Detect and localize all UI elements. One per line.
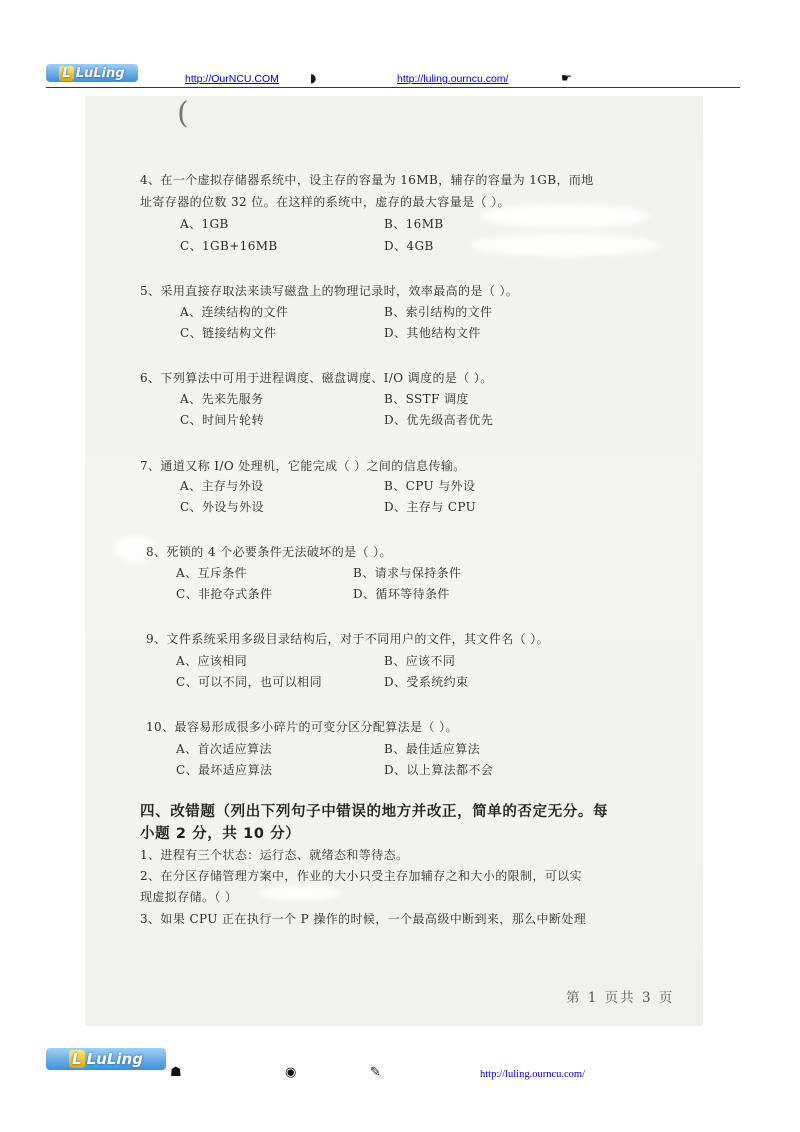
option-8d: D、循环等待条件 [353, 587, 450, 601]
section-4-title-line2: 小题 2 分，共 10 分） [140, 826, 301, 842]
option-10d: D、以上算法都不会 [384, 763, 494, 777]
luling-logo[interactable]: L LuLing [46, 64, 138, 82]
luling-link[interactable]: http://luling.ourncu.com/ [397, 73, 509, 85]
option-10a: A、首次适应算法 [176, 742, 272, 756]
question-7-stem: 7、通道又称 I/O 处理机，它能完成（ ）之间的信息传输。 [140, 459, 466, 473]
section-4-item-2-line1: 2、在分区存储管理方案中，作业的大小只受主存加辅存之和大小的限制，可以实 [140, 869, 583, 883]
option-7d: D、主存与 CPU [384, 500, 477, 514]
scanned-exam-page [85, 96, 703, 1026]
option-5c: C、链接结构文件 [180, 326, 277, 340]
footer-logo-text: LuLing [86, 1050, 143, 1068]
question-10-stem: 10、最容易形成很多小碎片的可变分区分配算法是（ ）。 [146, 720, 458, 734]
question-5-stem: 5、采用直接存取法来读写磁盘上的物理记录时，效率最高的是（ ）。 [140, 284, 519, 298]
hand-icon: ☛ [561, 71, 572, 85]
option-7c: C、外设与外设 [180, 500, 264, 514]
option-6a: A、先来先服务 [180, 392, 264, 406]
option-10c: C、最坏适应算法 [176, 763, 273, 777]
option-9c: C、可以不同，也可以相同 [176, 675, 322, 689]
option-6b: B、SSTF 调度 [384, 392, 469, 406]
option-6c: C、时间片轮转 [180, 413, 264, 427]
luling-footer-logo[interactable]: L LuLing [46, 1048, 166, 1070]
option-4c: C、1GB+16MB [180, 239, 278, 253]
section-4-item-2-line2: 现虚拟存储。（ ） [140, 890, 238, 904]
pen-icon: ◗ [310, 71, 317, 85]
section-4-item-3: 3、如果 CPU 正在执行一个 P 操作的时候，一个最高级中断到来，那么中断处理 [140, 912, 587, 926]
pen-stroke-mark: ( [177, 96, 189, 131]
option-7a: A、主存与外设 [180, 479, 264, 493]
ourncu-link[interactable]: http://OurNCU.COM [185, 73, 279, 85]
footer-glyph: ✎ [370, 1065, 381, 1080]
question-4-stem-line1: 4、在一个虚拟存储器系统中，设主存的容量为 16MB，辅存的容量为 1GB，而地 [140, 173, 594, 187]
header-divider [46, 87, 740, 88]
option-8b: B、请求与保持条件 [353, 566, 462, 580]
option-4a: A、1GB [180, 217, 229, 231]
option-9b: B、应该不同 [384, 654, 456, 668]
option-8a: A、互斥条件 [176, 566, 248, 580]
option-5a: A、连续结构的文件 [180, 305, 289, 319]
option-4b: B、16MB [384, 217, 444, 231]
smudge [470, 234, 660, 256]
option-9d: D、受系统约束 [384, 675, 469, 689]
footer-glyph: ☗ [170, 1065, 182, 1080]
question-6-stem: 6、下列算法中可用于进程调度、磁盘调度、I/O 调度的是（ ）。 [140, 371, 493, 385]
section-4-title-line1: 四、改错题（列出下列句子中错误的地方并改正，简单的否定无分。每 [140, 804, 609, 820]
option-4d: D、4GB [384, 239, 434, 253]
option-10b: B、最佳适应算法 [384, 742, 481, 756]
footer-url-link[interactable]: http://luling.ourncu.com/ [480, 1069, 585, 1080]
option-5d: D、其他结构文件 [384, 326, 481, 340]
question-8-stem: 8、死锁的 4 个必要条件无法破坏的是（ ）。 [146, 545, 392, 559]
logo-text: LuLing [75, 65, 125, 81]
question-4-stem-line2: 址寄存器的位数 32 位。在这样的系统中，虚存的最大容量是（ ）。 [140, 195, 510, 209]
section-4-item-1: 1、进程有三个状态：运行态、就绪态和等待态。 [140, 848, 409, 862]
option-9a: A、应该相同 [176, 654, 248, 668]
option-6d: D、优先级高者优先 [384, 413, 494, 427]
page-number: 第 1 页共 3 页 [566, 990, 675, 1006]
smudge [260, 886, 340, 900]
option-7b: B、CPU 与外设 [384, 479, 476, 493]
option-5b: B、索引结构的文件 [384, 305, 493, 319]
option-8c: C、非抢夺式条件 [176, 587, 273, 601]
footer-glyph: ◉ [285, 1065, 297, 1080]
question-9-stem: 9、文件系统采用多级目录结构后，对于不同用户的文件，其文件名（ ）。 [146, 632, 550, 646]
